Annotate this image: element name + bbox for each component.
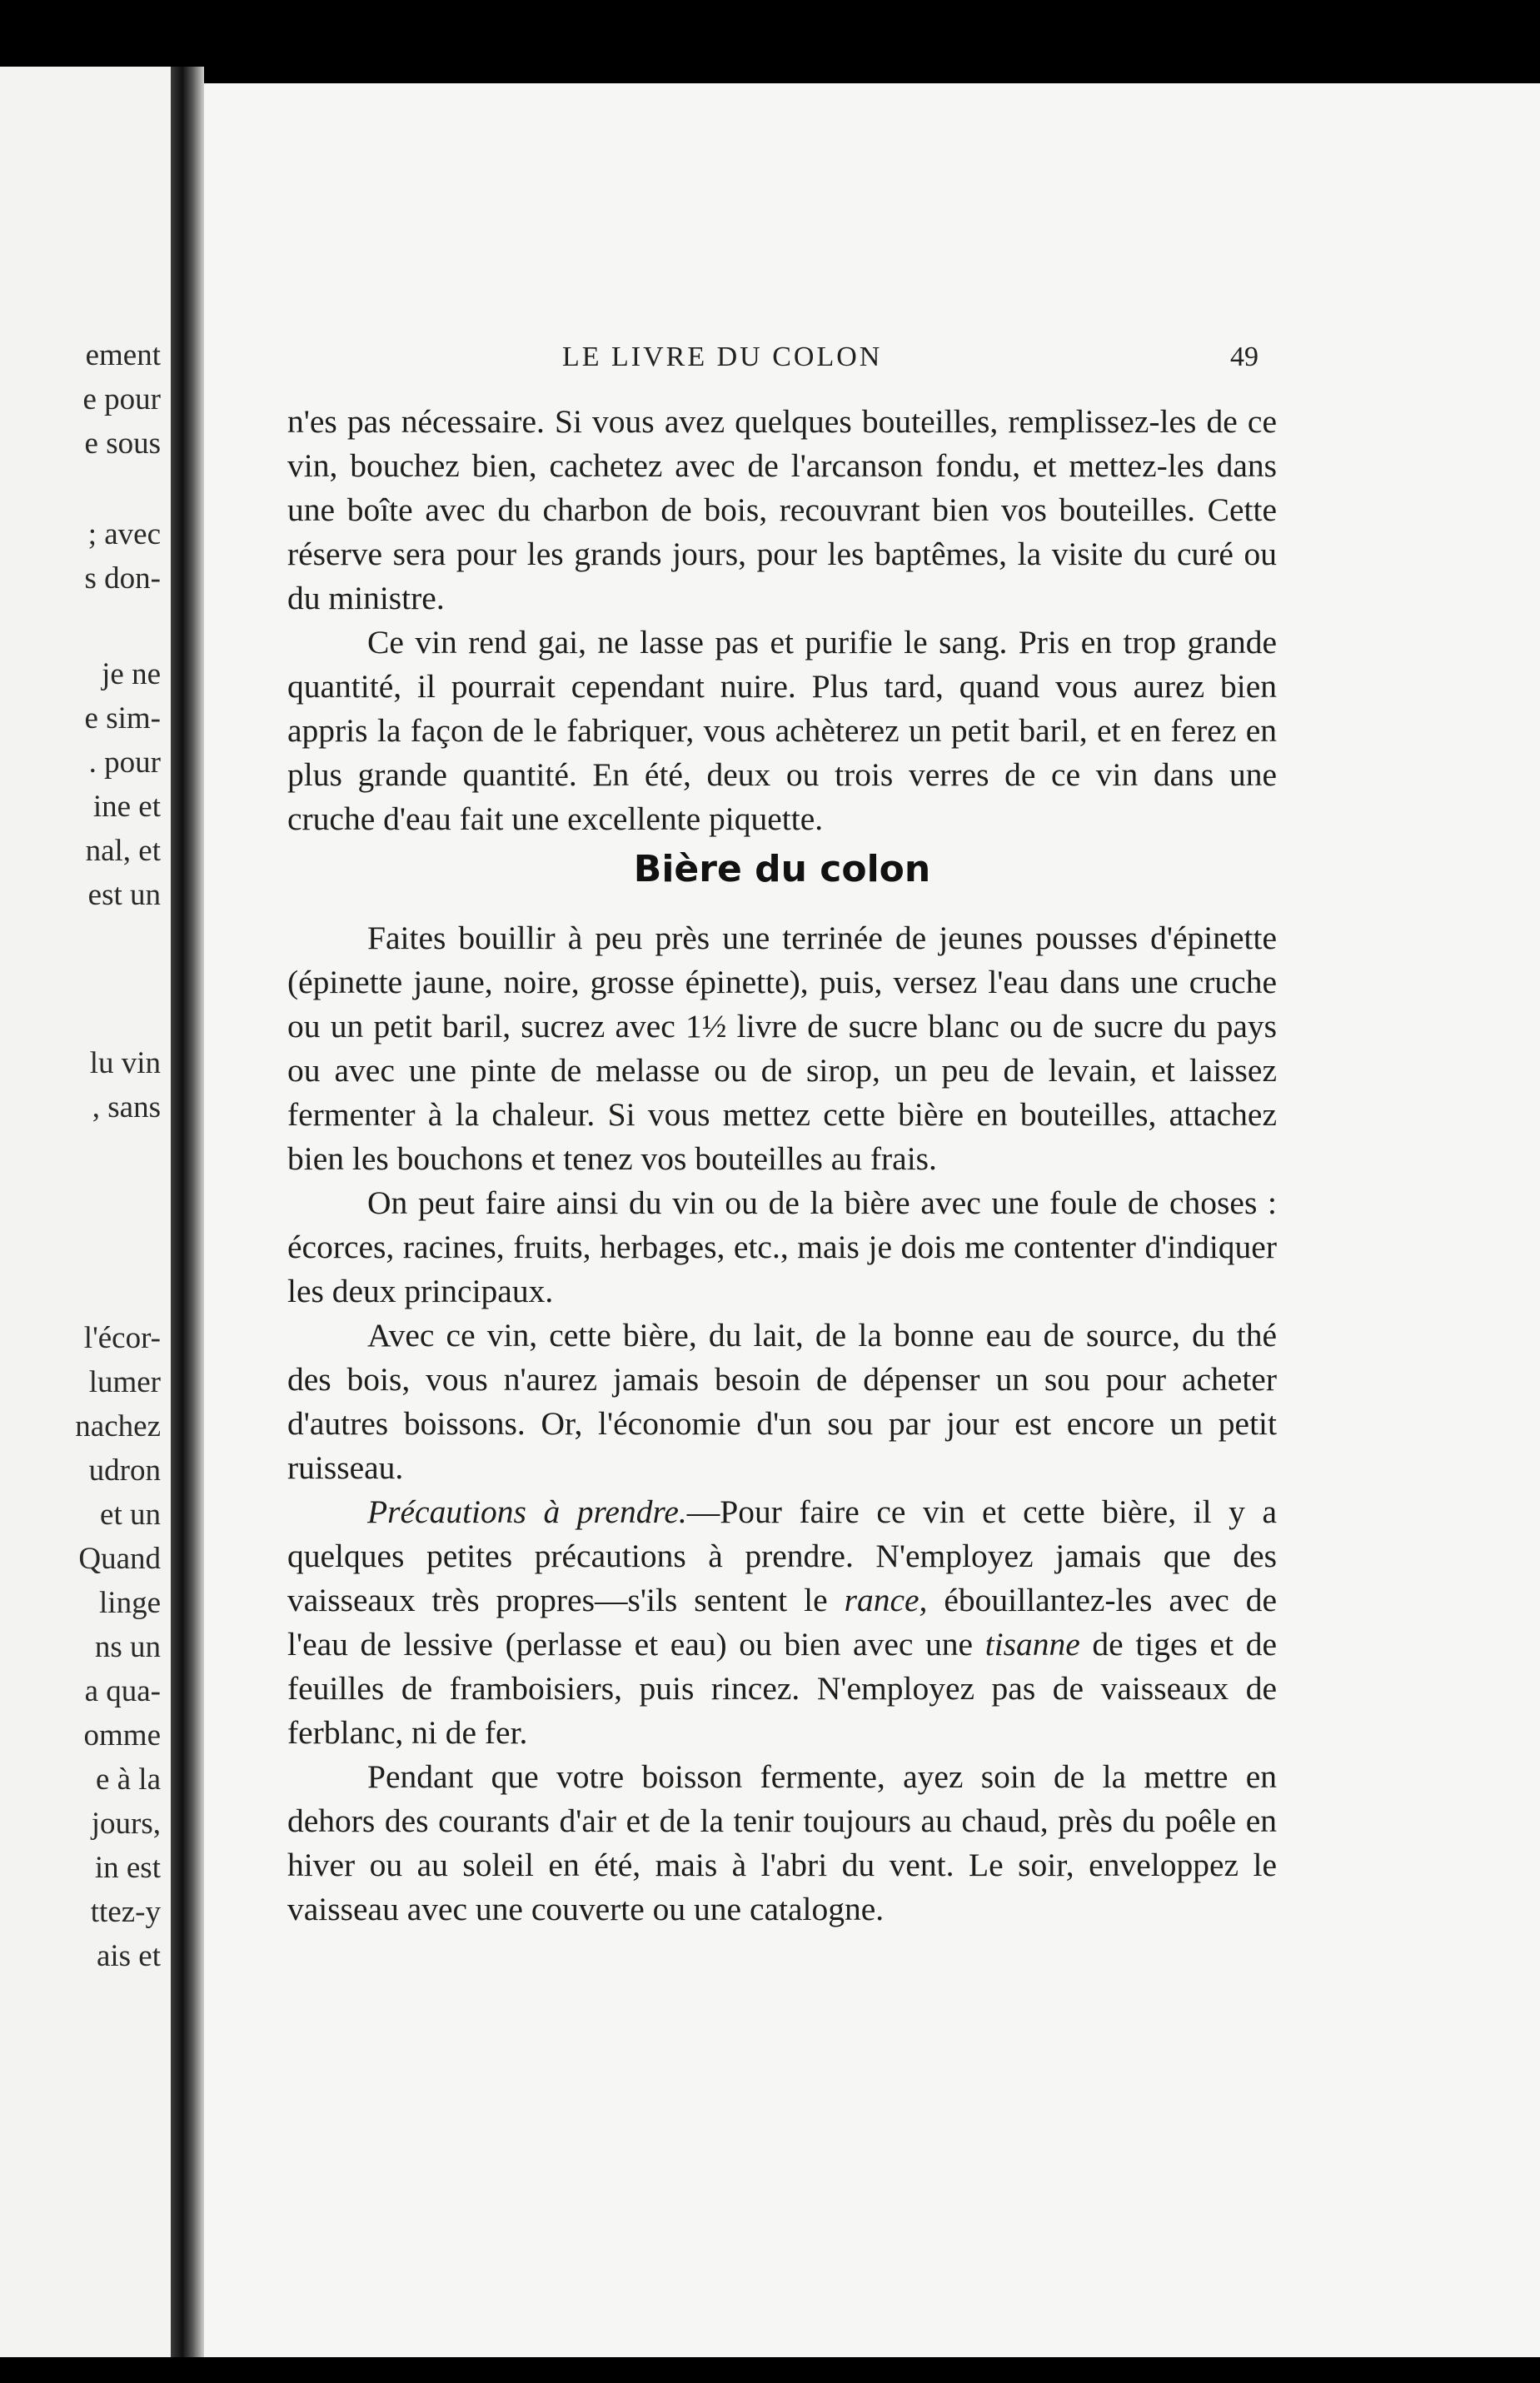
facing-page-text-fragment: est un	[87, 878, 161, 912]
paragraph: Faites bouillir à peu près une terrinée de jeunes pousses d'épinette (épinette jaune, noire, grosse épinette), puis, versez l'eau dans une cruche ou un petit baril, sucrez avec 1½ livre de sucre blanc ou de sucre du pays ou avec une pinte de melasse ou de sirop, un peu de levain, et laissez fermenter à la chaleur. Si vous mettez cette bière en bouteilles, attachez bien les bouchons et tenez vos bouteilles au frais.	[287, 920, 1277, 1177]
paragraph-text: —Pour faire ce vin et cette bière, il y a quelques petites précautions à prendre. N'employez jamais que des vaisseaux très propres—s'ils sentent le	[287, 1493, 1277, 1618]
running-head-title: LE LIVRE DU COLON	[562, 341, 883, 372]
facing-page-text-fragment: lu vin	[89, 1046, 161, 1080]
book-page	[204, 83, 1540, 2357]
page-number: 49	[1230, 341, 1258, 372]
paragraph-precautions	[287, 1490, 1277, 1755]
facing-page-text-fragment: a qua-	[84, 1674, 161, 1708]
paragraph: n'es pas nécessaire. Si vous avez quelques bouteilles, remplissez-les de ce vin, bouchez bien, cachetez avec de l'arcanson fondu, et mettez-les dans une boîte avec du charbon de bois, recouvrant bien vos bouteilles. Cette réserve sera pour les grands jours, pour les baptêmes, la visite du curé ou du ministre.	[287, 403, 1277, 616]
facing-page-text-fragment: ttez-y	[90, 1895, 161, 1929]
italic-lead: Précautions à prendre.	[367, 1493, 687, 1530]
paragraph-text: ébouillantez-les avec de l'eau de lessive (perlasse et eau) ou bien avec une	[287, 1582, 1277, 1663]
facing-page-text-fragment: udron	[88, 1453, 161, 1488]
facing-page-text-fragment: ine et	[92, 790, 161, 824]
body-text	[287, 400, 1277, 1932]
section-heading: Bière du colon	[633, 848, 931, 890]
facing-page-text-fragment: je ne	[102, 657, 161, 691]
facing-page-text-fragment: ; avec	[87, 517, 161, 551]
facing-page-fragment	[0, 67, 171, 2357]
facing-page-text-fragment: e sim-	[84, 701, 161, 735]
facing-page-text-fragment: Quand	[78, 1542, 161, 1576]
italic-word: tisanne	[984, 1626, 1080, 1663]
facing-page-text-fragment: . pour	[88, 745, 161, 780]
facing-page-text-fragment: jours,	[91, 1807, 161, 1841]
facing-page-text-fragment: l'écor-	[83, 1321, 161, 1355]
paragraph-text: de tiges et de feuilles de framboisiers, puis rincez. N'employez pas de vaisseaux de ferblanc, ni de fer.	[287, 1626, 1277, 1751]
paragraph: Ce vin rend gai, ne lasse pas et purifie le sang. Pris en trop grande quantité, il pourrait cependant nuire. Plus tard, quand vous aurez bien appris la façon de le fabriquer, vous achèterez un petit baril, et en ferez en plus grande quantité. En été, deux ou trois verres de ce vin dans une cruche d'eau fait une excellente piquette.	[287, 624, 1277, 837]
italic-word: rance,	[844, 1582, 928, 1618]
facing-page-text-fragment: omme	[83, 1718, 161, 1752]
facing-page-text-fragment: ement	[85, 338, 161, 372]
facing-page-text-fragment: , sans	[92, 1090, 161, 1124]
facing-page-text-fragment: e sous	[84, 426, 161, 461]
facing-page-text-fragment: nal, et	[85, 834, 161, 868]
facing-page-text-fragment: e pour	[82, 382, 161, 416]
facing-page-text-fragment: in est	[94, 1851, 161, 1885]
facing-page-text-fragment: ns un	[94, 1630, 161, 1664]
paragraph: Avec ce vin, cette bière, du lait, de la bonne eau de source, du thé des bois, vous n'aurez jamais besoin de dépenser un sou pour acheter d'autres boissons. Or, l'économie d'un sou par jour est encore un petit ruisseau.	[287, 1317, 1277, 1486]
facing-page-text-fragment: linge	[99, 1586, 161, 1620]
facing-page-text-fragment: lumer	[88, 1365, 161, 1399]
paragraph: Pendant que votre boisson fermente, ayez soin de la mettre en dehors des courants d'air et de la tenir toujours au chaud, près du poêle en hiver ou au soleil en été, mais à l'abri du vent. Le soir, enveloppez le vaisseau avec une couverte ou une catalogne.	[287, 1758, 1277, 1927]
facing-page-text-fragment: e à la	[95, 1762, 161, 1797]
facing-page-text-fragment: ais et	[96, 1939, 161, 1973]
paragraph: On peut faire ainsi du vin ou de la bière avec une foule de choses : écorces, racines, fruits, herbages, etc., mais je dois me contenter d'indiquer les deux principaux.	[287, 1184, 1277, 1309]
facing-page-text-fragment: nachez	[75, 1409, 161, 1443]
running-head	[204, 341, 1540, 383]
book-gutter	[171, 67, 204, 2357]
facing-page-text-fragment: et un	[100, 1498, 161, 1532]
facing-page-text-fragment: s don-	[84, 561, 161, 596]
